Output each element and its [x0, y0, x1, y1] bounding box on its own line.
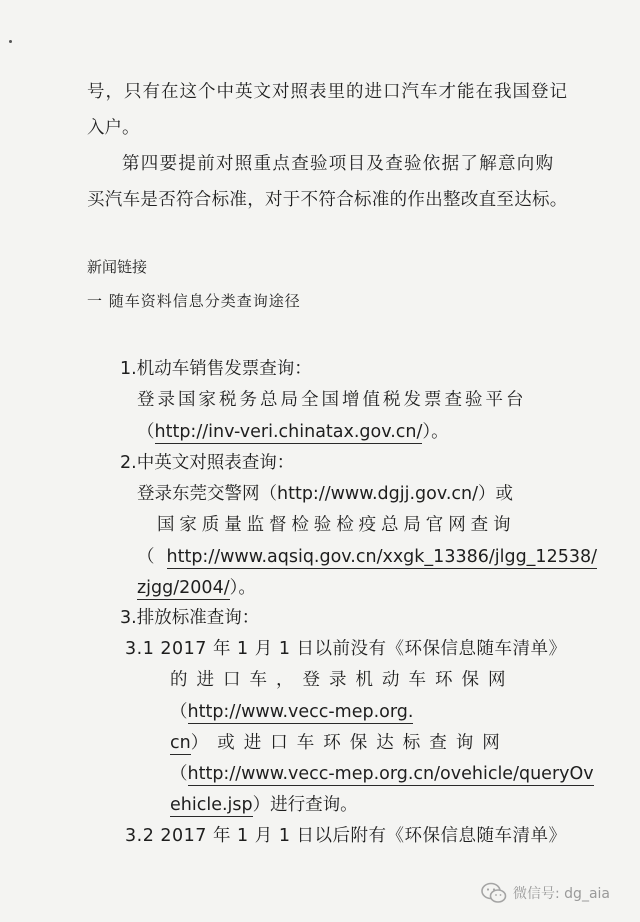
- item-line: cn）或进口车环保达标查询网: [170, 733, 509, 753]
- item-line: 国家质量监督检验检疫总局官网查询: [157, 515, 516, 535]
- item-line: （ http://www.aqsiq.gov.cn/xxgk_13386/jlgg_12538/: [137, 547, 598, 567]
- paragraph-line: 第四要提前对照重点查验项目及查验依据了解意向购: [122, 154, 555, 174]
- item-line: ehicle.jsp）进行查询。: [170, 795, 358, 815]
- news-heading: 新闻链接: [87, 258, 148, 276]
- link-vecc-query-cont[interactable]: ehicle.jsp: [170, 795, 253, 815]
- item-line: 登录东莞交警网（http://www.dgjj.gov.cn/）或: [137, 484, 513, 504]
- item-line: 3.2 2017 年 1 月 1 日以后附有《环保信息随车清单》: [125, 826, 567, 846]
- link-chinatax[interactable]: http://inv-veri.chinatax.gov.cn/: [154, 422, 423, 442]
- link-dgjj[interactable]: http://www.dgjj.gov.cn/: [277, 484, 478, 504]
- item-line: 登录国家税务总局全国增值税发票查验平台: [137, 390, 527, 410]
- paragraph-line: 号，只有在这个中英文对照表里的进口汽车才能在我国登记: [87, 82, 568, 102]
- scan-speck: [9, 40, 12, 43]
- item-line: 的进口车，登录机动车环保网: [170, 670, 515, 690]
- item-line: zjgg/2004/）。: [137, 578, 256, 598]
- item-title: 1.机动车销售发票查询：: [120, 359, 312, 379]
- link-aqsiq-cont[interactable]: zjgg/2004/: [137, 578, 230, 598]
- item-title: 3.排放标准查询：: [120, 608, 260, 628]
- wechat-icon: [481, 882, 507, 904]
- link-aqsiq[interactable]: http://www.aqsiq.gov.cn/xxgk_13386/jlgg_12538/: [166, 547, 598, 567]
- link-vecc-cont[interactable]: cn: [170, 733, 191, 753]
- item-line: （http://www.vecc-mep.org.cn/ovehicle/queryOv: [170, 764, 594, 784]
- news-subheading: 一 随车资料信息分类查询途径: [87, 292, 301, 310]
- item-title: 2.中英文对照表查询：: [120, 453, 295, 473]
- link-vecc[interactable]: http://www.vecc-mep.org.: [187, 702, 414, 722]
- paragraph-line: 买汽车是否符合标准，对于不符合标准的作出整改直至达标。: [87, 190, 568, 210]
- item-line: 3.1 2017 年 1 月 1 日以前没有《环保信息随车清单》: [125, 639, 567, 659]
- item-line: （http://www.vecc-mep.org.: [170, 702, 414, 722]
- watermark-text: 微信号: dg_aia: [513, 886, 610, 902]
- wechat-watermark: [481, 882, 610, 904]
- paragraph-line: 入户。: [87, 118, 140, 138]
- item-line: （http://inv-veri.chinatax.gov.cn/）。: [137, 422, 449, 442]
- link-vecc-query[interactable]: http://www.vecc-mep.org.cn/ovehicle/queryOv: [187, 764, 594, 784]
